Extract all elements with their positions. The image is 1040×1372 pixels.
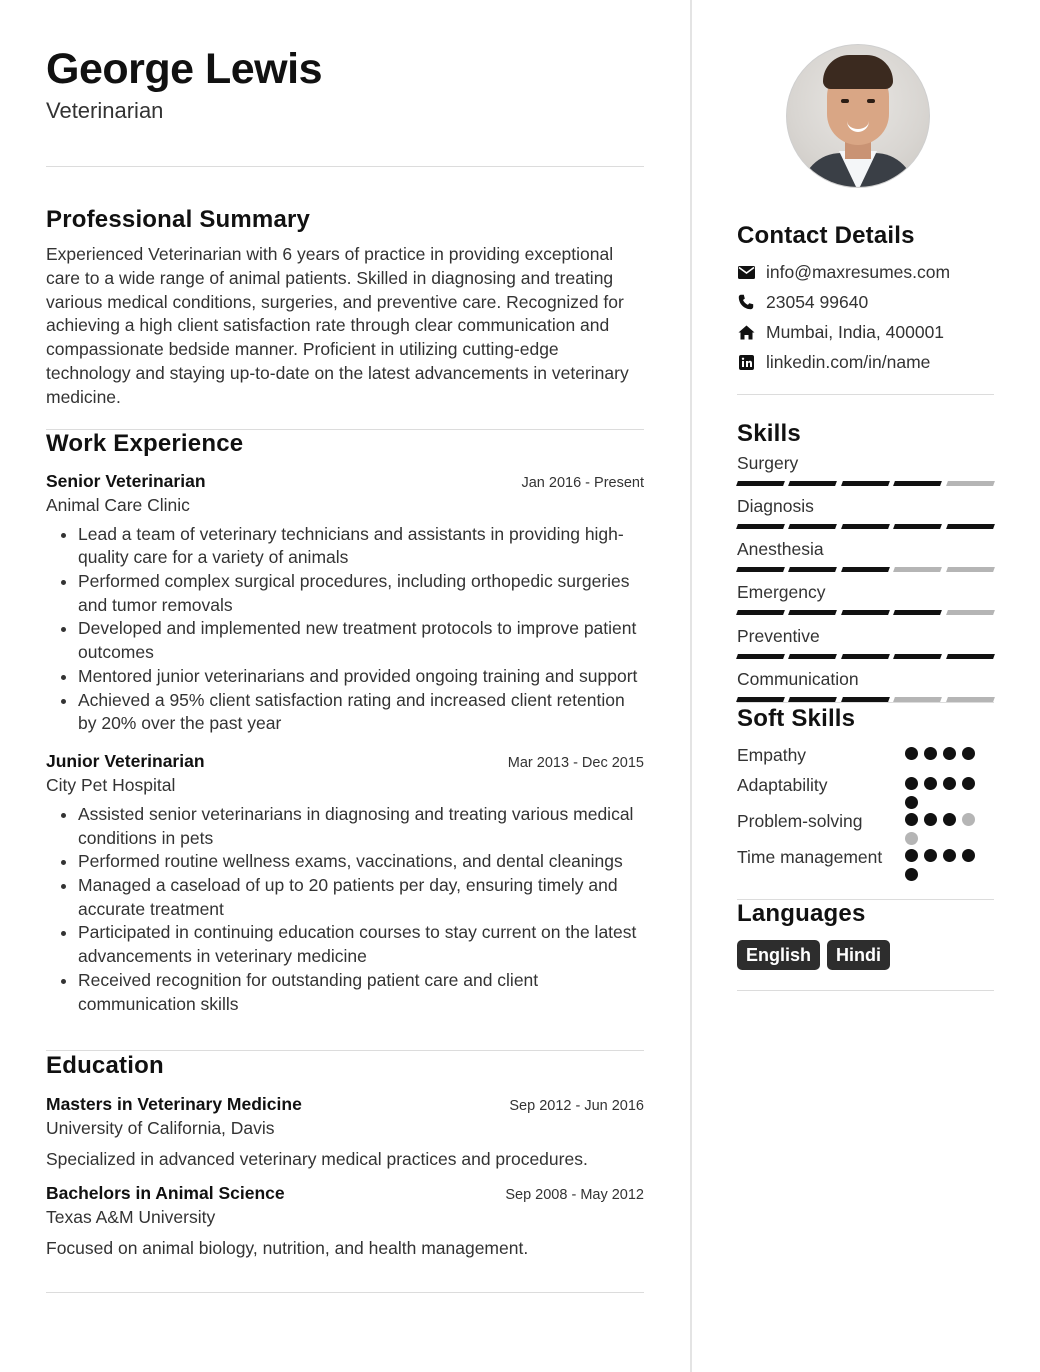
education-entry bbox=[46, 1094, 644, 1171]
skill-level-bar bbox=[737, 524, 994, 529]
skill-name: Communication bbox=[737, 669, 859, 689]
skill-name: Diagnosis bbox=[737, 496, 814, 516]
soft-skill-item bbox=[737, 773, 994, 809]
soft-skill-dots bbox=[905, 845, 985, 881]
skill-level-bar bbox=[737, 481, 994, 486]
soft-skill-dot bbox=[905, 832, 918, 845]
soft-skill-dots bbox=[905, 809, 985, 845]
skill-item bbox=[737, 495, 994, 538]
education-divider bbox=[46, 1292, 644, 1293]
languages-heading: Languages bbox=[737, 900, 866, 927]
languages-divider bbox=[737, 990, 994, 991]
skill-level-segment bbox=[788, 524, 837, 529]
languages-section bbox=[737, 900, 994, 970]
contact-heading: Contact Details bbox=[737, 222, 915, 249]
summary-text: Experienced Veterinarian with 6 years of practice in providing exceptional care to a wide range of animal patients. Skilled in diagnosing and treating various medical conditions, surgeries, and preventive care. Recognized for achieving a high client satisfaction rate through clear communication and compassionate bedside manner. Proficient in utilizing cutting-edge technology and staying up-to-date on the latest advancements in veterinary medicine. bbox=[46, 244, 629, 407]
job-org: Animal Care Clinic bbox=[46, 494, 190, 515]
education-section bbox=[46, 1051, 644, 1260]
contact-email-text: info@maxresumes.com bbox=[766, 261, 951, 282]
education-heading: Education bbox=[46, 1052, 164, 1080]
skill-level-segment bbox=[736, 610, 785, 615]
envelope-icon bbox=[737, 264, 755, 280]
skill-level-segment bbox=[736, 654, 785, 659]
soft-skills-heading: Soft Skills bbox=[737, 705, 856, 732]
linkedin-icon bbox=[737, 354, 755, 370]
skills-section bbox=[737, 421, 994, 702]
soft-skill-dot bbox=[943, 849, 956, 862]
soft-skill-dot bbox=[962, 777, 975, 790]
soft-skill-dots bbox=[905, 773, 985, 809]
list-item: • Participated in continuing education courses to stay current on the latest advancements in veterinary medicine bbox=[78, 921, 644, 968]
soft-skill-name: Problem-solving bbox=[737, 811, 863, 831]
job-org: City Pet Hospital bbox=[46, 774, 176, 795]
list-item: • Developed and implemented new treatment protocols to improve patient outcomes bbox=[78, 617, 644, 664]
soft-skill-name: Adaptability bbox=[737, 775, 828, 795]
job-entry bbox=[46, 751, 644, 1016]
soft-skill-dot bbox=[905, 747, 918, 760]
skill-level-segment bbox=[841, 610, 890, 615]
skill-level-segment bbox=[788, 654, 837, 659]
skill-level-segment bbox=[841, 567, 890, 572]
skill-level-segment bbox=[788, 567, 837, 572]
candidate-name: George Lewis bbox=[46, 45, 322, 93]
list-item: • Managed a caseload of up to 20 patients per day, ensuring timely and accurate treatment bbox=[78, 874, 644, 921]
job-date: Mar 2013 - Dec 2015 bbox=[507, 754, 644, 771]
soft-skill-dot bbox=[962, 849, 975, 862]
skill-level-segment bbox=[841, 697, 890, 702]
contact-divider bbox=[737, 394, 994, 395]
skill-level-segment bbox=[736, 567, 785, 572]
contact-section bbox=[737, 221, 994, 377]
education-entry bbox=[46, 1183, 644, 1260]
skill-level-segment bbox=[893, 567, 942, 572]
skills-heading: Skills bbox=[737, 420, 801, 447]
soft-skill-dot bbox=[924, 849, 937, 862]
experience-heading: Work Experience bbox=[46, 429, 244, 457]
skill-item bbox=[737, 538, 994, 581]
avatar bbox=[786, 44, 930, 188]
list-item: • Lead a team of veterinary technicians and assistants in providing high-quality care for a variety of animals bbox=[78, 523, 644, 570]
summary-heading: Professional Summary bbox=[46, 206, 311, 233]
education-date: Sep 2008 - May 2012 bbox=[505, 1187, 644, 1204]
skill-level-segment bbox=[841, 654, 890, 659]
skills-list bbox=[737, 452, 994, 702]
language-chip: Hindi bbox=[827, 940, 890, 970]
skill-level-segment bbox=[946, 697, 995, 702]
skill-level-segment bbox=[841, 481, 890, 486]
contact-address bbox=[737, 317, 994, 347]
skill-level-bar bbox=[737, 654, 994, 659]
column-divider bbox=[690, 0, 692, 1372]
list-item: • Assisted senior veterinarians in diagnosing and treating various medical conditions in pets bbox=[78, 803, 644, 850]
soft-skill-dot bbox=[943, 813, 956, 826]
skill-name: Emergency bbox=[737, 582, 826, 602]
soft-skill-dot bbox=[905, 813, 918, 826]
job-title: Junior Veterinarian bbox=[46, 750, 205, 771]
degree-title: Bachelors in Animal Science bbox=[46, 1183, 285, 1204]
main-column bbox=[46, 44, 644, 1293]
experience-section bbox=[46, 430, 644, 1017]
school-name: Texas A&M University bbox=[46, 1207, 216, 1228]
home-icon bbox=[737, 324, 755, 340]
skill-item bbox=[737, 581, 994, 625]
skill-level-segment bbox=[788, 610, 837, 615]
job-date: Jan 2016 - Present bbox=[521, 474, 644, 491]
list-item: • Received recognition for outstanding patient care and client communication skills bbox=[78, 969, 644, 1016]
skill-level-segment bbox=[788, 697, 837, 702]
skill-level-segment bbox=[736, 481, 785, 486]
contact-email[interactable] bbox=[737, 257, 994, 287]
language-chip: English bbox=[737, 940, 820, 970]
soft-skills-section bbox=[737, 705, 994, 881]
list-item: • Performed routine wellness exams, vaccinations, and dental cleanings bbox=[78, 850, 644, 874]
job-bullets bbox=[46, 803, 644, 1016]
phone-icon bbox=[737, 294, 755, 310]
skill-level-segment bbox=[893, 654, 942, 659]
skill-level-segment bbox=[841, 524, 890, 529]
list-item: • Achieved a 95% client satisfaction rating and increased client retention by 20% over the past year bbox=[78, 689, 644, 736]
header-divider bbox=[46, 166, 644, 167]
job-title: Senior Veterinarian bbox=[46, 470, 206, 491]
skill-level-bar bbox=[737, 697, 994, 702]
contact-phone[interactable] bbox=[737, 287, 994, 317]
skill-level-segment bbox=[788, 481, 837, 486]
sidebar-column bbox=[737, 44, 994, 991]
skill-name: Anesthesia bbox=[737, 539, 824, 559]
soft-skill-dot bbox=[943, 777, 956, 790]
skill-level-segment bbox=[946, 481, 995, 486]
degree-title: Masters in Veterinary Medicine bbox=[46, 1094, 302, 1115]
skill-name: Surgery bbox=[737, 453, 799, 473]
skill-level-bar bbox=[737, 567, 994, 572]
skill-name: Preventive bbox=[737, 626, 820, 646]
skill-level-segment bbox=[893, 610, 942, 615]
list-item: • Mentored junior veterinarians and provided ongoing training and support bbox=[78, 665, 644, 689]
candidate-title: Veterinarian bbox=[46, 98, 164, 123]
soft-skill-name: Time management bbox=[737, 847, 883, 867]
soft-skill-dot bbox=[962, 813, 975, 826]
contact-linkedin-text: linkedin.com/in/name bbox=[766, 351, 931, 372]
soft-skill-item bbox=[737, 743, 994, 773]
soft-skill-item bbox=[737, 809, 994, 845]
skill-item bbox=[737, 668, 994, 702]
skill-level-segment bbox=[736, 697, 785, 702]
soft-skill-dot bbox=[943, 747, 956, 760]
job-entry bbox=[46, 471, 644, 736]
education-description: Specialized in advanced veterinary medical practices and procedures. bbox=[46, 1149, 588, 1170]
skill-level-segment bbox=[893, 524, 942, 529]
soft-skill-dot bbox=[905, 868, 918, 881]
list-item: • Performed complex surgical procedures, including orthopedic surgeries and tumor removals bbox=[78, 570, 644, 617]
skill-level-segment bbox=[946, 654, 995, 659]
soft-skill-dot bbox=[905, 849, 918, 862]
education-description: Focused on animal biology, nutrition, and health management. bbox=[46, 1238, 529, 1259]
skill-level-segment bbox=[946, 567, 995, 572]
skill-item bbox=[737, 625, 994, 668]
skill-level-segment bbox=[946, 524, 995, 529]
skill-item bbox=[737, 452, 994, 495]
school-name: University of California, Davis bbox=[46, 1118, 275, 1139]
skill-level-bar bbox=[737, 610, 994, 615]
soft-skill-dot bbox=[924, 747, 937, 760]
soft-skill-dot bbox=[905, 796, 918, 809]
education-date: Sep 2012 - Jun 2016 bbox=[509, 1098, 644, 1115]
contact-phone-text: 23054 99640 bbox=[766, 291, 869, 312]
skill-level-segment bbox=[893, 697, 942, 702]
soft-skill-item bbox=[737, 845, 994, 881]
skill-level-segment bbox=[946, 610, 995, 615]
summary-section bbox=[46, 205, 644, 410]
skill-level-segment bbox=[893, 481, 942, 486]
skills-divider bbox=[737, 702, 994, 703]
soft-skill-dot bbox=[905, 777, 918, 790]
contact-address-text: Mumbai, India, 400001 bbox=[766, 321, 945, 342]
soft-skill-name: Empathy bbox=[737, 745, 807, 765]
job-bullets bbox=[46, 523, 644, 736]
soft-skill-dot bbox=[924, 777, 937, 790]
contact-linkedin[interactable] bbox=[737, 347, 994, 377]
languages-list bbox=[737, 940, 994, 970]
soft-skill-dot bbox=[924, 813, 937, 826]
soft-skill-dot bbox=[962, 747, 975, 760]
soft-skill-dots bbox=[905, 743, 985, 760]
skill-level-segment bbox=[736, 524, 785, 529]
